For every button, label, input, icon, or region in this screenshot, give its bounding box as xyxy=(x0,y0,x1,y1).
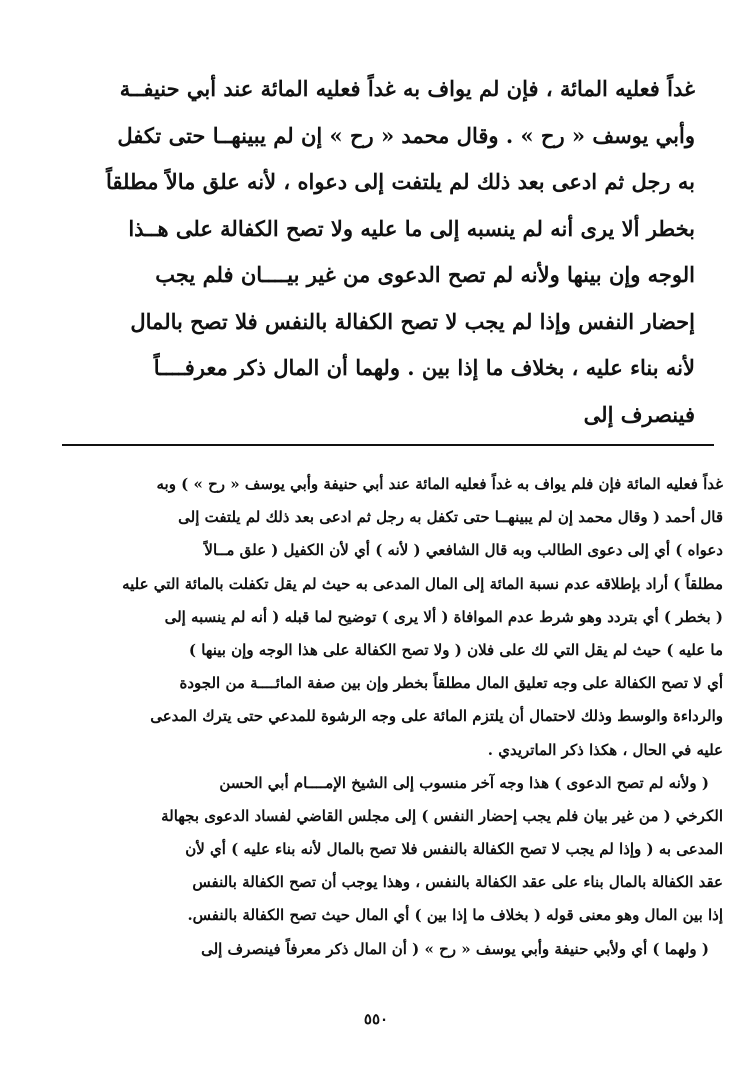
main-text-line-1: غداً فعليه المائة ، فإن لم يواف به غداً فعليه المائة عند أبي حنيفــة xyxy=(119,76,695,101)
commentary-line-4: مطلقاً ) أراد بإطلاقه عدم نسبة المائة إلى المال المدعى به حيث لم يقل تكفلت بالمائة التي عليه xyxy=(122,574,723,593)
commentary-line-2: قال أحمد ( وقال محمد إن لم يبينهــا حتى تكفل به رجل ثم ادعى بعد ذلك لم يلتفت إلى xyxy=(178,508,723,527)
commentary-line-12: المدعى به ( وإذا لم يجب لا تصح الكفالة بالنفس فلا تصح بالمال لأنه بناء عليه ) أي لأن xyxy=(185,840,723,859)
main-text-line-2: وأبي يوسف « رح » . وقال محمد « رح » إن لم يبينهــا حتى تكفل xyxy=(117,122,695,148)
main-text-line-7: لأنه بناء عليه ، بخلاف ما إذا بين . ولهما أن المال ذكر معرفــــاً xyxy=(153,355,695,380)
main-text-block xyxy=(95,66,695,438)
commentary-block xyxy=(58,468,723,966)
commentary-line-9: عليه في الحال ، هكذا ذكر الماتريدي . xyxy=(487,740,723,759)
commentary-line-14: إذا بين المال وهو معنى قوله ( بخلاف ما إذا بين ) أي المال حيث تصح الكفالة بالنفس. xyxy=(187,906,723,925)
commentary-line-11: الكرخي ( من غير بيان فلم يجب إحضار النفس ) إلى مجلس القاضي لفساد الدعوى بجهالة xyxy=(161,806,723,825)
commentary-line-6: ما عليه ) حيث لم يقل التي لك على فلان ( ولا تصح الكفالة على هذا الوجه وإن بينها ) xyxy=(188,640,723,659)
main-text-line-3: به رجل ثم ادعى بعد ذلك لم يلتفت إلى دعواه ، لأنه علق مالاً مطلقاً xyxy=(106,169,695,194)
main-text-line-4: بخطر ألا يرى أنه لم ينسبه إلى ما عليه ولا تصح الكفالة على هــذا xyxy=(128,215,695,241)
main-text-line-6: إحضار النفس وإذا لم يجب لا تصح الكفالة بالنفس فلا تصح بالمال xyxy=(130,308,695,334)
commentary-line-7: أي لا تصح الكفالة على وجه تعليق المال مطلقاً بخطر وإن بين صفة المائــــة من الجودة xyxy=(179,674,723,693)
main-text-line-8: فينصرف إلى xyxy=(583,401,695,427)
section-divider xyxy=(62,444,714,446)
commentary-line-5: ( بخطر ) أي بتردد وهو شرط عدم الموافاة ( ألا يرى ) توضيح لما قبله ( أنه لم ينسبه إلى xyxy=(164,607,723,626)
commentary-line-13: عقد الكفالة بالمال بناء على عقد الكفالة بالنفس ، وهذا يوجب أن تصح الكفالة بالنفس xyxy=(192,873,723,892)
commentary-line-15: ( ولهما ) أي ولأبي حنيفة وأبي يوسف « رح » ( أن المال ذكر معرفاً فينصرف إلى xyxy=(201,939,709,958)
page-number: ٥٥٠ xyxy=(363,1010,389,1028)
commentary-line-3: دعواه ) أي إلى دعوى الطالب وبه قال الشافعي ( لأنه ) أي لأن الكفيل ( علق مــالاً xyxy=(204,541,723,560)
commentary-line-1: غداً فعليه المائة فإن فلم يواف به غداً فعليه المائة عند أبي حنيفة وأبي يوسف « رح » ) وبه xyxy=(156,475,723,493)
main-text-line-5: الوجه وإن بينها ولأنه لم تصح الدعوى من غير بيــــان فلم يجب xyxy=(155,262,695,287)
commentary-line-8: والرداءة والوسط وذلك لاحتمال أن يلتزم المائة على وجه الرشوة للمدعي حتى يترك المدعى xyxy=(150,707,723,726)
commentary-line-10: ( ولأنه لم تصح الدعوى ) هذا وجه آخر منسوب إلى الشيخ الإمــــام أبي الحسن xyxy=(219,773,709,792)
